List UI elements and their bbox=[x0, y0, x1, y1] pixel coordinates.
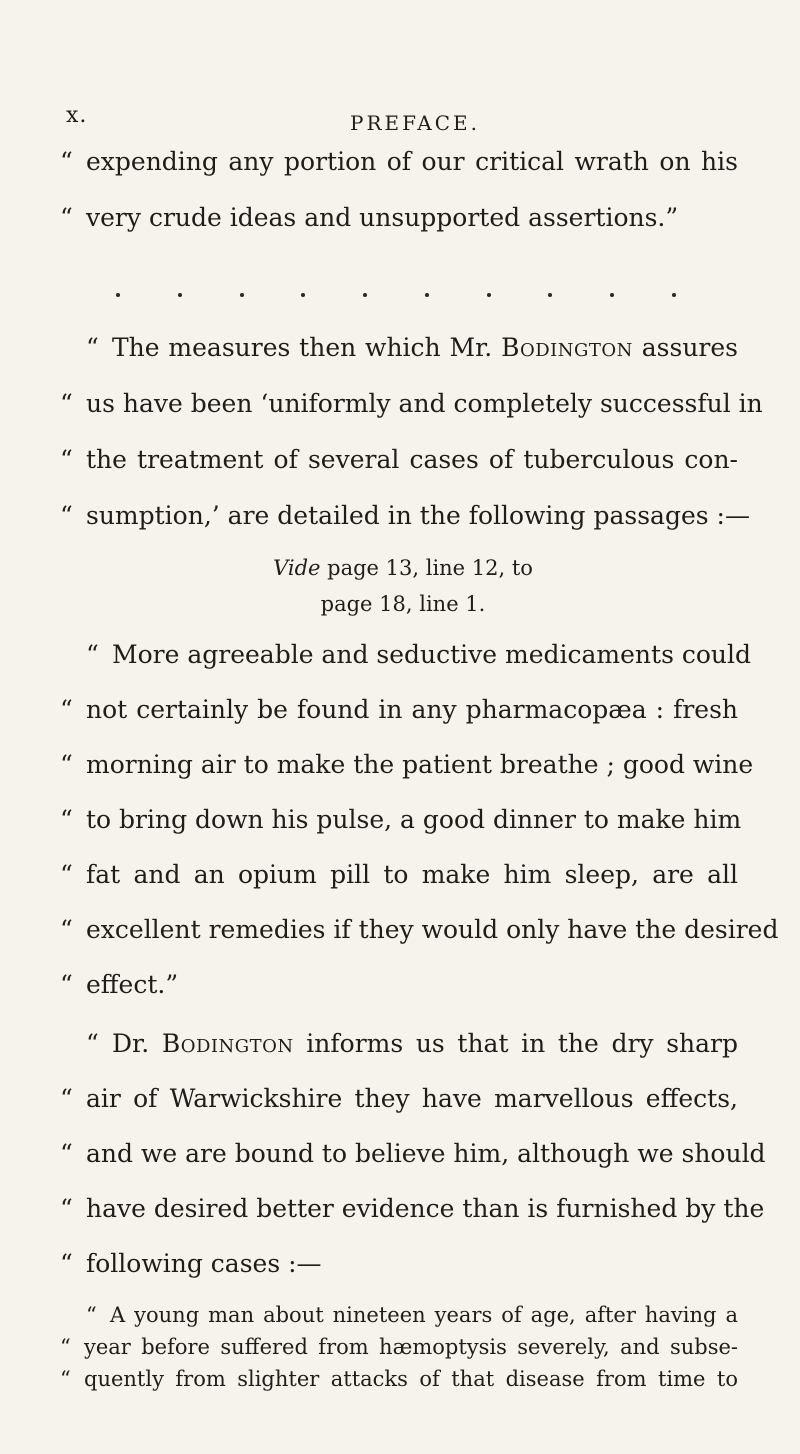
text-line-content: air of Warwickshire they have marvellous effects, bbox=[86, 1084, 738, 1113]
text-line bbox=[60, 205, 678, 230]
text-line-content: A young man about nineteen years of age, after having a bbox=[110, 1303, 738, 1327]
quote-mark: “ bbox=[60, 860, 73, 889]
text-line bbox=[60, 972, 178, 997]
text-line bbox=[60, 447, 738, 472]
text-line-content: fat and an opium pill to make him sleep, are all bbox=[86, 860, 738, 889]
text-line bbox=[60, 1086, 738, 1111]
text-line bbox=[60, 1139, 766, 1168]
text-line-content: excellent remedies if they would only have the desired bbox=[86, 915, 779, 944]
quote-mark: “ bbox=[60, 389, 73, 418]
quote-mark: “ bbox=[60, 147, 73, 176]
text-line-content: The measures then which Mr. bbox=[112, 333, 502, 362]
text-line bbox=[60, 697, 738, 722]
text-line-content: very crude ideas and unsupported assertions.” bbox=[86, 203, 679, 232]
quote-mark: “ bbox=[60, 1367, 71, 1391]
text-line bbox=[86, 335, 738, 360]
quote-mark: “ bbox=[60, 501, 73, 530]
quote-mark: “ bbox=[60, 915, 73, 944]
quote-mark: “ bbox=[60, 203, 73, 232]
quote-mark: “ bbox=[60, 445, 73, 474]
text-line bbox=[86, 1303, 738, 1327]
text-line-content: effect.” bbox=[86, 970, 179, 999]
text-line-content: to bring down his pulse, a good dinner to make him bbox=[86, 805, 742, 834]
text-line bbox=[60, 1251, 322, 1276]
quote-mark: “ bbox=[86, 333, 99, 362]
text-line-content: following cases :— bbox=[86, 1249, 322, 1278]
text-line bbox=[60, 750, 754, 779]
text-line-content: expending any portion of our critical wrath on his bbox=[86, 147, 738, 176]
quote-mark: “ bbox=[60, 805, 73, 834]
text-line bbox=[60, 862, 738, 887]
reference-line: page 13, line 12, to bbox=[327, 556, 533, 580]
text-line-content: year before suffered from hæmoptysis severely, and subse- bbox=[84, 1335, 738, 1359]
text-line bbox=[60, 805, 742, 834]
quote-mark: “ bbox=[86, 640, 99, 669]
quote-mark: “ bbox=[60, 1249, 73, 1278]
text-line-content: us have been ‘uniformly and completely successful in bbox=[86, 389, 763, 418]
text-line bbox=[60, 389, 763, 418]
text-line-content: More agreeable and seductive medicaments could bbox=[112, 640, 752, 669]
quote-mark: “ bbox=[60, 1335, 71, 1359]
text-line bbox=[86, 640, 752, 669]
page-reference bbox=[0, 556, 800, 580]
text-line-content: and we are bound to believe him, although we should bbox=[86, 1139, 766, 1168]
text-line-content: the treatment of several cases of tuberculous con- bbox=[86, 445, 738, 474]
quote-mark: “ bbox=[86, 1303, 97, 1327]
quote-mark: “ bbox=[86, 1029, 99, 1058]
quote-mark: “ bbox=[60, 750, 73, 779]
author-name: Bodington bbox=[501, 333, 633, 362]
quote-mark: “ bbox=[60, 1194, 73, 1223]
text-line-content: assures bbox=[632, 333, 739, 362]
text-line-content: have desired better evidence than is furnished by the bbox=[86, 1194, 765, 1223]
text-line-content: morning air to make the patient breathe ; good wine bbox=[86, 750, 754, 779]
quote-mark: “ bbox=[60, 1139, 73, 1168]
quote-mark: “ bbox=[60, 695, 73, 724]
text-line bbox=[60, 503, 750, 528]
text-line bbox=[60, 1367, 738, 1391]
text-line bbox=[60, 149, 738, 174]
quote-mark: “ bbox=[60, 970, 73, 999]
text-line-content: sumption,’ are detailed in the following passages :— bbox=[86, 501, 750, 530]
ellipsis-dots bbox=[116, 293, 676, 297]
running-head: PREFACE. bbox=[350, 111, 480, 135]
text-line bbox=[60, 915, 779, 944]
author-name: Bodington bbox=[161, 1029, 294, 1058]
text-line-content: not certainly be found in any pharmacopæa : fresh bbox=[86, 695, 738, 724]
page-number: x. bbox=[66, 103, 88, 128]
page-reference bbox=[0, 592, 800, 616]
quote-mark: “ bbox=[60, 1084, 73, 1113]
text-line bbox=[60, 1335, 738, 1359]
text-line bbox=[86, 1031, 738, 1056]
vide-label: Vide bbox=[273, 556, 321, 580]
text-line-content: Dr. bbox=[112, 1029, 162, 1058]
text-line-content: quently from slighter attacks of that disease from time to bbox=[84, 1367, 738, 1391]
text-line bbox=[60, 1194, 765, 1223]
reference-line: page 18, line 1. bbox=[320, 592, 486, 616]
text-line-content: informs us that in the dry sharp bbox=[293, 1029, 738, 1058]
